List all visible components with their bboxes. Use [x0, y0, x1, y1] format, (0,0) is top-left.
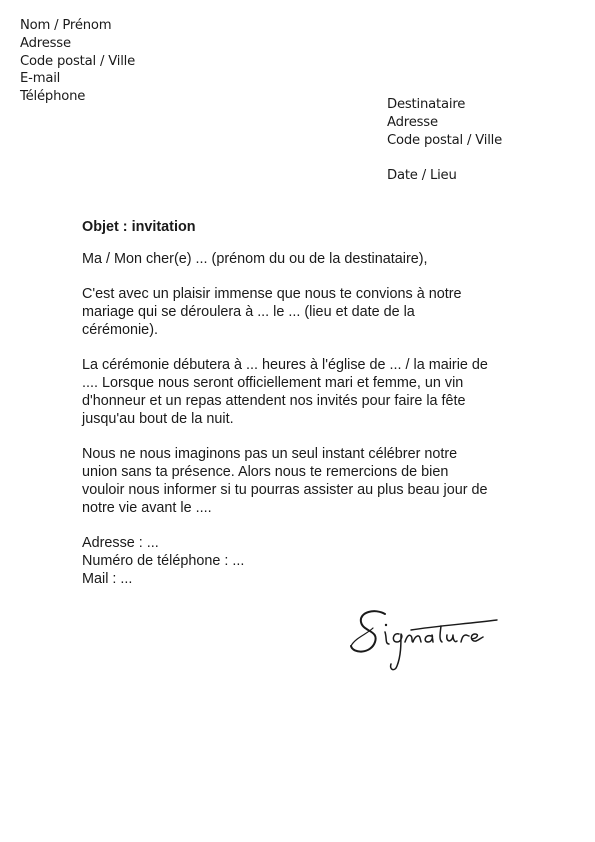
- letter-subject: Objet : invitation: [82, 219, 196, 235]
- letter-greeting: [82, 250, 522, 268]
- sender-block: [20, 17, 135, 106]
- paragraph-line: Nous ne nous imaginons pas un seul instant célébrer notre: [82, 446, 458, 462]
- sender-phone: Téléphone: [20, 89, 86, 105]
- contact-phone: Numéro de téléphone : ...: [82, 553, 245, 569]
- paragraph-line: .... Lorsque nous seront officiellement mari et femme, un vin: [82, 375, 464, 391]
- paragraph-rsvp: [82, 445, 522, 517]
- paragraph-line: jusqu'au bout de la nuit.: [82, 411, 234, 427]
- greeting-line: Ma / Mon cher(e) ... (prénom du ou de la destinataire),: [82, 251, 428, 267]
- letter-body: [82, 218, 522, 588]
- signature-icon: [345, 604, 505, 679]
- paragraph-line: vouloir nous informer si tu pourras assister au plus beau jour de: [82, 482, 488, 498]
- recipient-address: Adresse: [387, 114, 438, 130]
- paragraph-ceremony: [82, 356, 522, 428]
- contact-address: Adresse : ...: [82, 535, 159, 551]
- recipient-block: [387, 96, 502, 185]
- paragraph-line: mariage qui se déroulera à ... le ... (lieu et date de la: [82, 304, 415, 320]
- sender-name: Nom / Prénom: [20, 18, 112, 33]
- paragraph-invitation: [82, 285, 522, 339]
- recipient-postal-city: Code postal / Ville: [387, 132, 503, 148]
- paragraph-line: C'est avec un plaisir immense que nous te convions à notre: [82, 286, 462, 302]
- sender-postal-city: Code postal / Ville: [20, 53, 136, 69]
- sender-address: Adresse: [20, 35, 71, 51]
- paragraph-line: cérémonie).: [82, 322, 158, 338]
- paragraph-line: La cérémonie débutera à ... heures à l'église de ... / la mairie de: [82, 357, 488, 373]
- contact-details: [82, 534, 522, 588]
- sender-email: E-mail: [20, 71, 61, 87]
- paragraph-line: notre vie avant le ....: [82, 500, 212, 516]
- recipient-name: Destinataire: [387, 97, 466, 112]
- paragraph-line: d'honneur et un repas attendent nos invités pour faire la fête: [82, 393, 466, 409]
- paragraph-line: union sans ta présence. Alors nous te remercions de bien: [82, 464, 449, 480]
- recipient-date-place: Date / Lieu: [387, 167, 457, 183]
- contact-mail: Mail : ...: [82, 571, 133, 587]
